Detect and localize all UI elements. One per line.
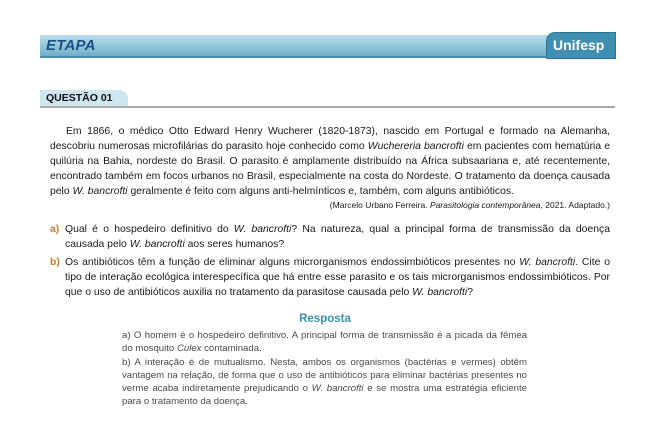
question-item-a <box>50 222 610 252</box>
header-divider <box>40 56 615 58</box>
question-divider <box>40 106 615 108</box>
item-text: Qual é o hospedeiro definitivo do W. bancrofti? Na natureza, qual a principal forma de transmissão da doença causada pelo W. bancrofti aos seres humanos? <box>65 224 610 250</box>
species-name: W. bancrofti <box>72 186 128 197</box>
answer-a: a) O homem é o hospedeiro definitivo. A principal forma de transmissão é a picada da fêmea do mosquito Culex contaminada. <box>122 330 527 355</box>
unifesp-label: Unifesp <box>553 37 605 53</box>
answer-b: b) A interação é de mutualismo. Nesta, ambos os organismos (bactérias e vermes) obtêm vantagem na relação, de forma que o uso de antibióticos para eliminar bactérias presentes no verme acaba indiretamente prejudicando o W. bancrofti e se mostra uma estratégia eficiente para o tratamento da doença. <box>122 356 528 408</box>
item-text: Os antibióticos têm a função de eliminar alguns microrganismos endossimbióticos presentes no W. bancrofti. Cite o tipo de interação ecológica interespecífica que há entre esse parasito e os tais microrganismos endossimbióticos. Por que o uso de antibióticos auxilia no tratamento da parasitose causada pelo W. bancrofti? <box>65 257 610 298</box>
header-band <box>40 35 615 56</box>
question-intro: Em 1866, o médico Otto Edward Henry Wucherer (1820-1873), nascido em Portugal e formado na Alemanha, descobriu numerosas microfilárias do parasito hoje conhecido como Wuchereria bancrofti em pacientes com hematúria e quilúria na Bahia, nordeste do Brasil. O parasito é amplamente distribuído na África subsaariana e, até recentemente, encontrado também em focos urbanos no Brasil, especialmente na costa do Nordeste. O tratamento da doença causada pelo W. bancrofti geralmente é feito com alguns anti-helmínticos e, também, com alguns antibióticos. <box>50 126 611 197</box>
citation: (Marcelo Urbano Ferreira. Parasitologia contemporânea, 2021. Adaptado.) <box>329 200 610 210</box>
species-name: Wuchereria bancrofti <box>367 141 464 152</box>
question-item-b <box>50 255 610 300</box>
item-marker: b) <box>50 257 60 268</box>
citation-title: Parasitologia contemporânea <box>429 200 541 210</box>
etapa-logo: ETAPA <box>46 37 96 54</box>
question-label: QUESTÃO 01 <box>46 92 113 104</box>
answer-body <box>122 329 527 409</box>
answer-title: Resposta <box>299 313 351 325</box>
item-marker: a) <box>50 224 60 235</box>
